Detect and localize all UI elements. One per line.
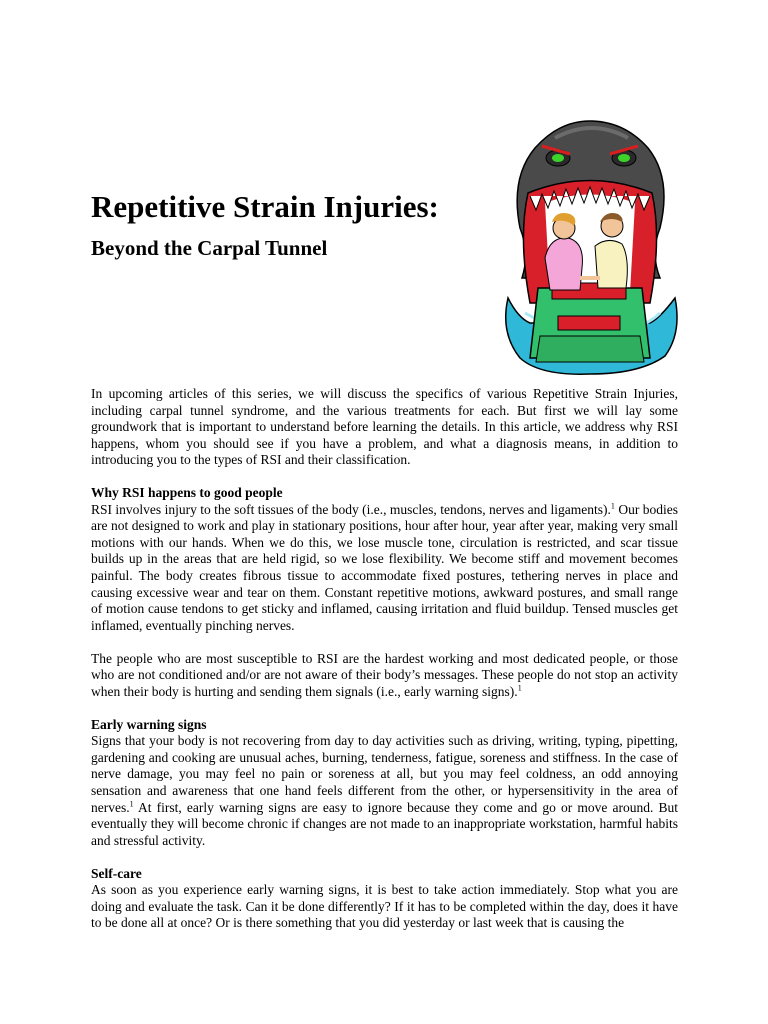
section-paragraph: Signs that your body is not recovering from day to day activities such as driving, writing, typing, pipetting, gardening and cooking are unusual aches, burning, tenderness, fatigue, soreness and stiffness. In the case of nerve damage, you may feel no pain or soreness at all, but you may feel coldness, an odd annoying sensation and awareness that one hand feels different from the other, or hypersensitivity in the area of nerves.$^1$ At first, early warning signs are easy to ignore because they come and go or move around. But eventually they will become chronic if changes are not made to an inappropriate workstation, harmful habits and stressful activity. — [91, 733, 678, 848]
footnote-ref: 1 — [610, 501, 615, 511]
article-body — [91, 386, 678, 948]
section-heading: Why RSI happens to good people — [91, 485, 283, 501]
footnote-ref: 1 — [129, 799, 134, 809]
footnote-ref: 1 — [517, 683, 522, 693]
section-paragraph: RSI involves injury to the soft tissues of the body (i.e., muscles, tendons, nerves and ligaments).$^1$ Our bodies are not designed to work and play in stationary positions, hour after hour, year after year, making very small motions with our hands. When we do this, we lose muscle tone, circulation is restricted, and scar tissue builds up in the areas that are held rigid, so we lose flexibility. We become stiff and movement becomes painful. The body creates fibrous tissue to accommodate fixed postures, tethering nerves in place and causing excessive wear and tear on them. Constant repetitive motions, awkward postures, and small range of motion cause tendons to get sticky and inflamed, causing irritation and fluid buildup. Tensed muscles get inflamed, eventually pinching nerves. — [91, 501, 678, 633]
section-heading: Early warning signs — [91, 716, 207, 732]
tunnel-ride-illustration — [500, 118, 680, 376]
document-title: Repetitive Strain Injuries: — [91, 189, 439, 224]
section-paragraph: The people who are most susceptible to RSI are the hardest working and most dedicated people, or those who are not conditioned and/or are not aware of their body’s messages. These people do not stop an activity when their body is hurting and sending them signals (i.e., early warning signs).$^1$ — [91, 650, 678, 699]
section-paragraph: As soon as you experience early warning signs, it is best to take action immediately. Stop what you are doing and evaluate the task. Can it be done differently? If it has to be completed within the day, does it have to be done all at once? Or is there something that you did yesterday or last week that is causing the — [91, 882, 678, 931]
document-subtitle: Beyond the Carpal Tunnel — [91, 236, 328, 260]
intro-paragraph: In upcoming articles of this series, we will discuss the specifics of various Repetitive Strain Injuries, including carpal tunnel syndrome, and the various treatments for each. But first we will lay some groundwork that is important to understand before learning the details. In this article, we address why RSI happens, whom you should see if you have a problem, and what a diagnosis means, in addition to introducing you to the types of RSI and their classification. — [91, 386, 678, 468]
section-heading: Self-care — [91, 865, 142, 881]
